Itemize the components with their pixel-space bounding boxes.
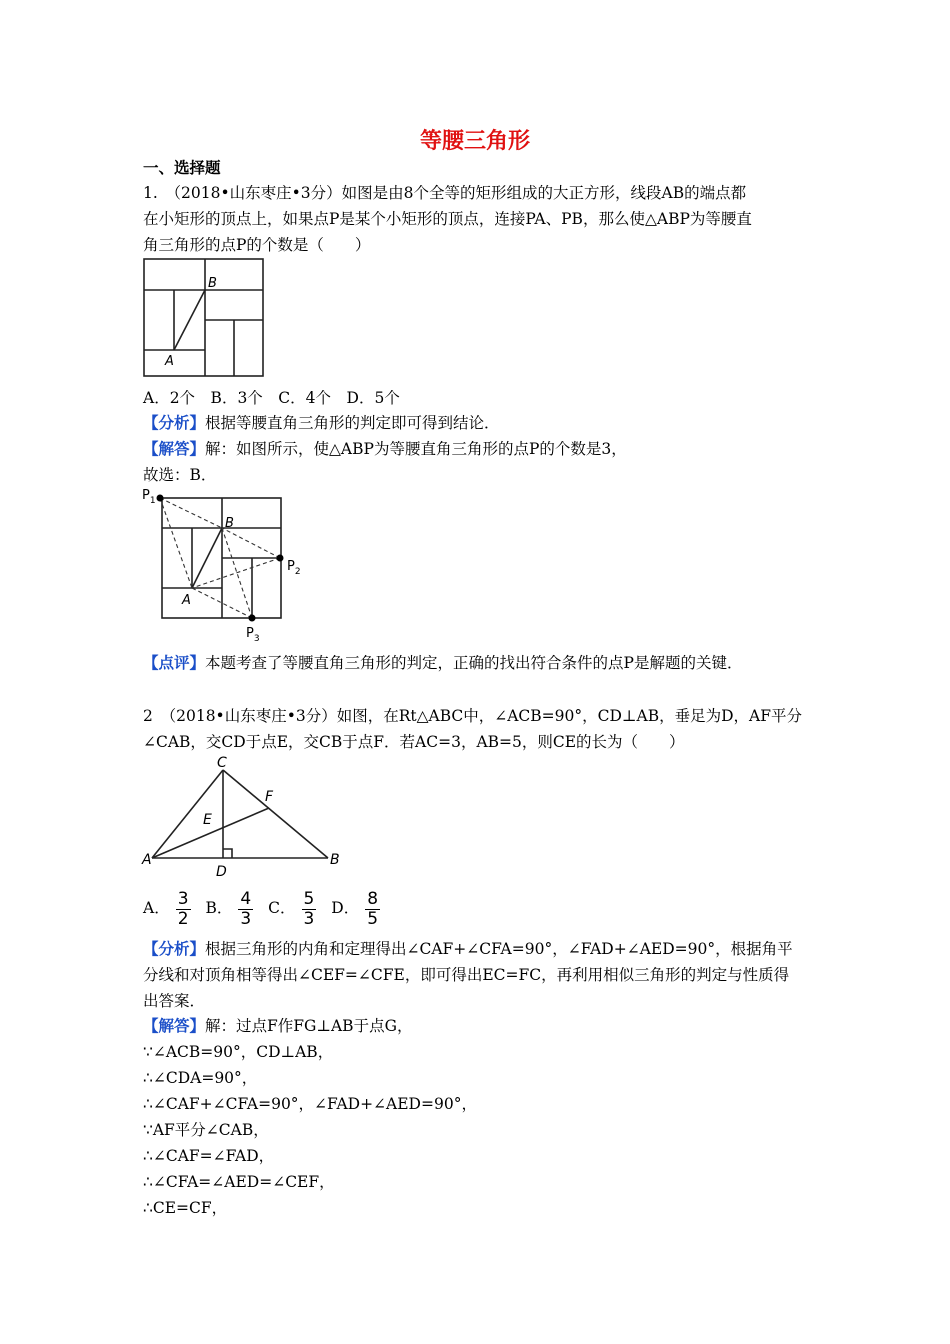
q1-label-a: A bbox=[165, 354, 174, 369]
section-heading: 一、选择题 bbox=[143, 159, 221, 177]
q2-option-b-fraction: $\frac{4}{3}$ bbox=[240, 888, 252, 929]
comment-tag: 【点评】 bbox=[143, 654, 206, 672]
q2-label-c: C bbox=[217, 755, 227, 771]
q1-stem-line-2: 在小矩形的顶点上，如果点P是某个小矩形的顶点，连接PA、PB，那么使△ABP为等腰直 bbox=[143, 210, 752, 228]
q2-label-b: B bbox=[330, 852, 340, 868]
q2-label-a: A bbox=[142, 852, 152, 868]
q2-step: ∵AF平分∠CAB， bbox=[143, 1121, 269, 1139]
q1-comment-text: 本题考查了等腰直角三角形的判定，正确的找出符合条件的点P是解题的关键． bbox=[205, 654, 743, 672]
q2-analysis-line-1: 【分析】根据三角形的内角和定理得出∠CAF+∠CFA=90°，∠FAD+∠AED=90°，根据角平 bbox=[143, 940, 793, 958]
q2-option-c-letter: C． bbox=[268, 899, 296, 917]
q1-solution-figure bbox=[138, 484, 310, 646]
q2-step: ∴CE=CF， bbox=[143, 1199, 228, 1217]
q2-label-d: D bbox=[216, 864, 227, 880]
q2-option-a-fraction: $\frac{3}{2}$ bbox=[177, 888, 189, 929]
q2-analysis-line-2: 分线和对顶角相等得出∠CEF=∠CFE，即可得出EC=FC，再利用相似三角形的判定与性质得 bbox=[143, 966, 790, 984]
q1-stem-line-1: 1. （2018•山东枣庄•3分）如图是由8个全等的矩形组成的大正方形，线段AB的端点都 bbox=[143, 184, 747, 202]
q2-step: ∵∠ACB=90°，CD⊥AB， bbox=[143, 1043, 334, 1061]
q2-answer: 【解答】解：过点F作FG⊥AB于点G， bbox=[143, 1017, 413, 1035]
q2-option-c-fraction: $\frac{5}{3}$ bbox=[303, 888, 315, 929]
q2-step: ∴∠CFA=∠AED=∠CEF， bbox=[143, 1173, 335, 1191]
q1-analysis bbox=[143, 410, 823, 436]
q1-stem-line-3: 角三角形的点P的个数是（ ） bbox=[143, 236, 371, 254]
q2-analysis-line-3: 出答案． bbox=[143, 992, 206, 1010]
answer-tag: 【解答】 bbox=[143, 1017, 206, 1035]
q2-option-d-fraction: $\frac{8}{5}$ bbox=[367, 888, 379, 929]
q2-option-b-letter: B． bbox=[205, 899, 233, 917]
p1-label: $P_1$ bbox=[142, 488, 156, 506]
q2-step: ∴∠CAF=∠FAD， bbox=[143, 1147, 275, 1165]
q1-choice: 故选：B． bbox=[143, 466, 217, 484]
q2-stem-line-1: 2 （2018•山东枣庄•3分）如图，在Rt△ABC中，∠ACB=90°，CD⊥AB，垂足为D，AF平分 bbox=[143, 707, 802, 725]
q1-answer-text: 解：如图所示，使△ABP为等腰直角三角形的点P的个数是3， bbox=[205, 440, 627, 458]
analysis-tag: 【分析】 bbox=[143, 414, 206, 432]
q1-analysis-text: 根据等腰直角三角形的判定即可得到结论． bbox=[205, 414, 500, 432]
q2-step: ∴∠CDA=90°， bbox=[143, 1069, 258, 1087]
p3-label: $P_3$ bbox=[246, 626, 260, 644]
q1-options: A．2个 B．3个 C．4个 D．5个 bbox=[143, 389, 400, 407]
q2-options bbox=[143, 888, 823, 929]
q1-comment bbox=[143, 650, 823, 676]
q2-stem-line-2: ∠CAB，交CD于点E，交CB于点F．若AC=3，AB=5，则CE的长为（ ） bbox=[143, 733, 685, 751]
p2-label: $P_2$ bbox=[287, 559, 301, 577]
q1s-label-a: A bbox=[182, 593, 191, 608]
q1-answer bbox=[143, 436, 823, 462]
q2-figure bbox=[140, 752, 350, 880]
q2-option-a-letter: A． bbox=[143, 899, 170, 917]
answer-tag: 【解答】 bbox=[143, 440, 206, 458]
q1-figure bbox=[140, 256, 270, 380]
q2-label-f: F bbox=[265, 789, 274, 805]
q1s-label-b: B bbox=[225, 516, 234, 531]
q2-step: ∴∠CAF+∠CFA=90°，∠FAD+∠AED=90°， bbox=[143, 1095, 477, 1113]
q1-label-b: B bbox=[208, 276, 217, 291]
analysis-tag: 【分析】 bbox=[143, 940, 206, 958]
page-title: 等腰三角形 bbox=[419, 129, 530, 154]
q2-option-d-letter: D． bbox=[331, 899, 360, 917]
q2-label-e: E bbox=[203, 812, 212, 828]
